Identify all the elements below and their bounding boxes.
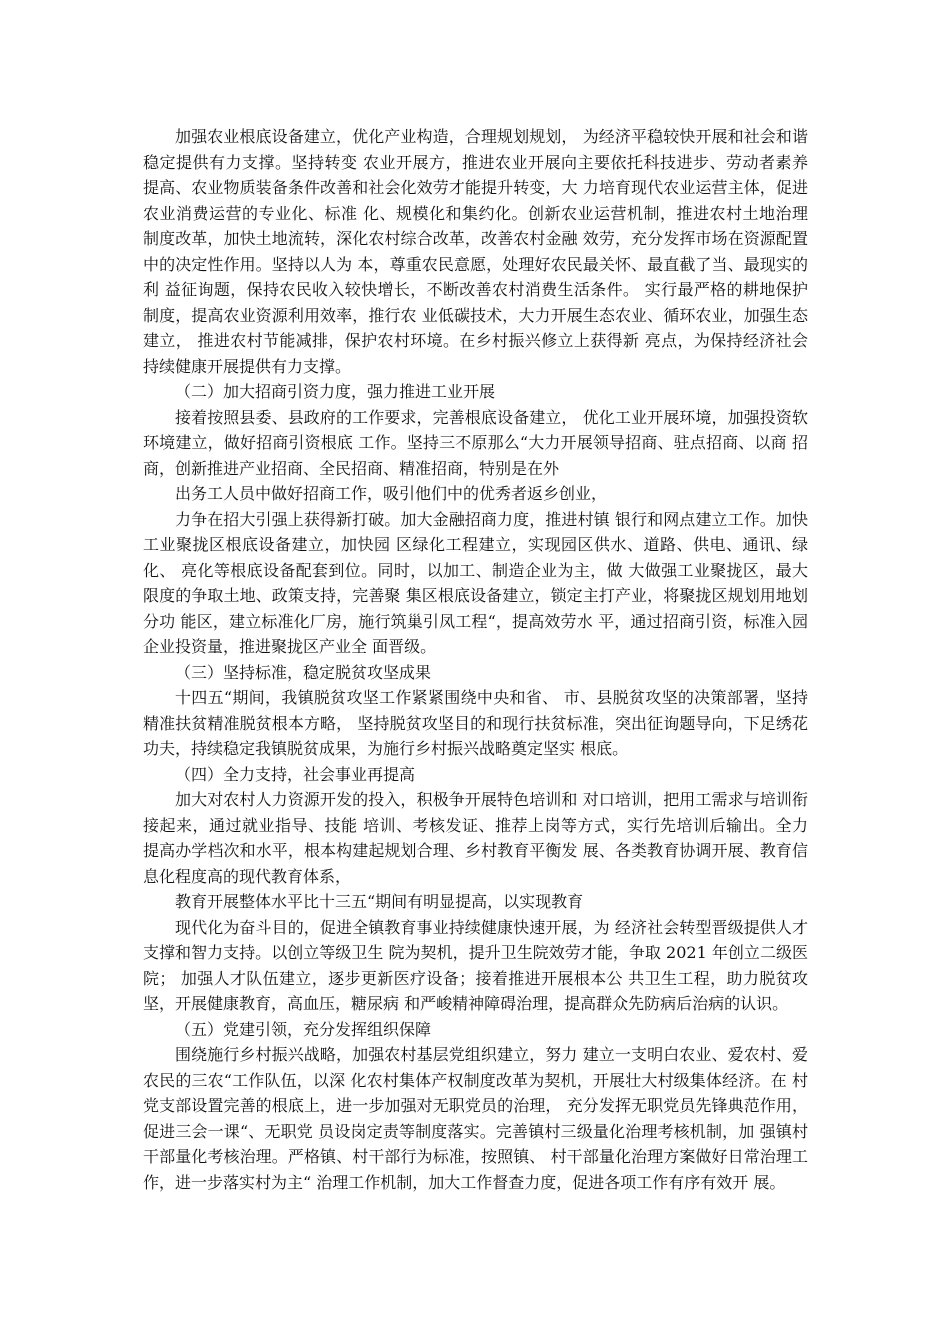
section-heading-5: （五）党建引领，充分发挥组织保障 [175,1019,432,1039]
paragraph-party: 围绕施行乡村振兴战略，加强农村基层党组织建立，努力 建立一支明白农业、爱农村、爱农民的三农“工作队伍，以深 化农村集体产权制度改革为契机，开展壮大村级集体经济。在 村党支部设置完善的根底上，进一步加强对无职党员的治理， 充分发挥无职党员先锋典范作用，促进三会一课“、无职党 员设岗定责等制度落实。完善镇村三级量化治理考核机制，加 强镇村干部量化考核治理。严格镇、村干部行为标准，按照镇、 村干部量化治理方案做好日常治理工作，进一步落实村为主“ 治理工作机制，加大工作督查力度，促进各项工作有序有效开 展。 [143,1045,808,1192]
paragraph-social-1: 加大对农村人力资源开发的投入，积极争开展特色培训和 对口培训，把用工需求与培训衔接起来，通过就业指导、技能 培训、考核发证、推荐上岗等方式，实行先培训后输出。全力 提高办学档次和水平，根本构建起规划合理、乡村教育平衡发 展、各类教育协调开展、教育信息化程度高的现代教育体系， [143,790,808,886]
section-heading-4: （四）全力支持，社会事业再提高 [175,764,416,784]
paragraph-agriculture: 加强农业根底设备建立，优化产业构造，合理规划规划， 为经济平稳较快开展和社会和谐稳定提供有力支撑。坚持转变 农业开展方，推进农业开展向主要依托科技进步、劳动者素养 提高、农业物质装备条件改善和社会化效劳才能提升转变，大 力培育现代农业运营主体，促进农业消费运营的专业化、标准 化、规模化和集约化。创新农业运营机制，推进农村土地治理 制度改革，加快土地流转，深化农村综合改革，改善农村金融 效劳，充分发挥市场在资源配置中的决定性作用。坚持以人为 本，尊重农民意愿，处理好农民最关怀、最直截了当、最现实的利 益征询题，保持农民收入较快增长，不断改善农村消费生活条件。 实行最严格的耕地保护制度，提高农业资源利用效率，推行农 业低碳技术，大力开展生态农业、循环农业，加强生态建立， 推进农村节能减排，保护农村环境。在乡村振兴修立上获得新 亮点，为保持经济社会持续健康开展提供有力支撑。 [143,127,808,376]
paragraph-investment-1: 接着按照县委、县政府的工作要求，完善根底设备建立， 优化工业开展环境，加强投资软环境建立，做好招商引资根底 工作。坚持三不原那么“大力开展领导招商、驻点招商、以商 招商，创新推进产业招商、全民招商、精准招商，特别是在外 [143,407,808,478]
paragraph-social-2: 教育开展整体水平比十三五“期间有明显提高，以实现教育 [175,892,584,911]
paragraph-poverty: 十四五“期间，我镇脱贫攻坚工作紧紧围绕中央和省、 市、县脱贫攻坚的决策部署，坚持精准扶贫精准脱贫根本方略， 坚持脱贫攻坚目的和现行扶贫标准，突出征询题导向，下足绣花 功夫，持续稳定我镇脱贫成果，为施行乡村振兴战略奠定坚实 根底。 [143,688,808,758]
paragraph-investment-3: 力争在招大引强上获得新打破。加大金融招商力度，推进村镇 银行和网点建立工作。加快工业聚拢区根底设备建立，加快园 区绿化工程建立，实现园区供水、道路、供电、通讯、绿化、 亮化等根底设备配套到位。同时，以加工、制造企业为主，做 大做强工业聚拢区，最大限度的争取土地、政策支持，完善聚 集区根底设备建立，锁定主打产业，将聚拢区规划用地划分功 能区，建立标准化厂房，施行筑巢引凤工程“，提高效劳水 平，通过招商引资，标准入园企业投资量，推进聚拢区产业全 面晋级。 [143,509,808,656]
paragraph-investment-2: 出务工人员中做好招商工作，吸引他们中的优秀者返乡创业， [175,484,608,503]
section-heading-2: （二）加大招商引资力度，强力推进工业开展 [175,382,496,401]
paragraph-social-3: 现代化为奋斗目的，促进全镇教育事业持续健康快速开展，为 经济社会转型晋级提供人才支撑和智力支持。以创立等级卫生 院为契机，提升卫生院效劳才能，争取 2021 年创立二级医院； 加强人才队伍建立，逐步更新医疗设备；接着推进开展根本公 共卫生工程，助力脱贫攻坚，开展健康教育，高血压，糖尿病 和严峻精神障碍治理，提高群众先防病后治病的认识。 [143,917,808,1013]
document-page [143,124,808,1195]
section-heading-3: （三）坚持标准，稳定脱贫攻坚成果 [175,662,432,682]
